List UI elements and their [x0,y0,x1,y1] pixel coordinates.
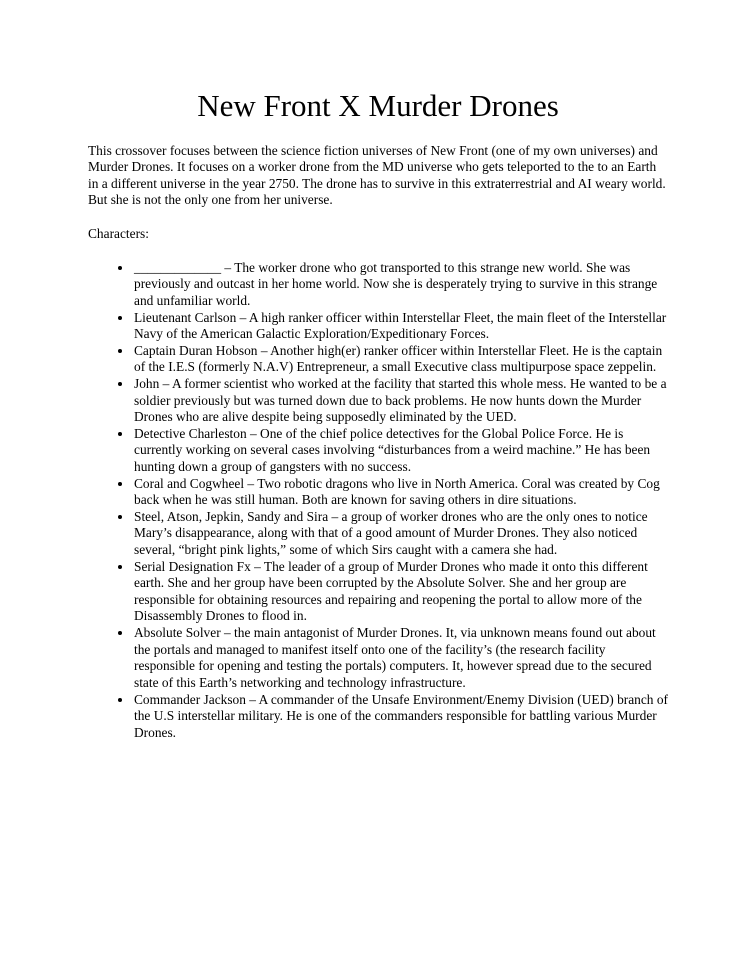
character-list-item-commander-jackson: • Commander Jackson – A commander of the Unsafe Environment/Enemy Division (UED) branch of the U.S interstellar military. He is one of the commanders responsible for battling various Murder Drones. [133,692,668,742]
character-list-item-worker-drone: • _____________ – The worker drone who got transported to this strange new world. She was previously and outcast in her home world. Now she is desperately trying to survive in this strange and unfamiliar world. [133,260,668,310]
character-list-item-coral-and-cogwheel: • Coral and Cogwheel – Two robotic dragons who live in North America. Coral was created by Cog back when he was still human. Both are known for saving others in dire situations. [133,476,668,509]
characters-heading: Characters: [88,226,149,242]
character-list-item-serial-designation-fx: • Serial Designation Fx – The leader of a group of Murder Drones who made it onto this different earth. She and her group have been corrupted by the Absolute Solver. She and her group are responsible for obtaining resources and repairing and reopening the portal to allow more of the Disassembly Drones to flood in. [133,559,668,625]
character-list-item-absolute-solver: • Absolute Solver – the main antagonist of Murder Drones. It, via unknown means found out about the portals and managed to manifest itself onto one of the facility’s (the research facility responsible for opening and testing the portals) computers. It, however spread due to the secured state of this Earth’s networking and technology infrastructure. [133,625,668,691]
character-list [88,260,668,742]
character-list-item-detective-charleston: • Detective Charleston – One of the chief police detectives for the Global Police Force. He is currently working on several cases involving “disturbances from a weird machine.” He has been hunting down a group of gangsters with no success. [133,426,668,476]
document-title: New Front X Murder Drones [197,88,559,123]
intro-paragraph: This crossover focuses between the science fiction universes of New Front (one of my own universes) and Murder Drones. It focuses on a worker drone from the MD universe who gets teleported to the to an Earth in a different universe in the year 2750. The drone has to survive in this extraterrestrial and AI weary world. But she is not the only one from her universe. [88,142,666,208]
character-list-item-lieutenant-carlson: • Lieutenant Carlson – A high ranker officer within Interstellar Fleet, the main fleet of the Interstellar Navy of the American Galactic Exploration/Expeditionary Forces. [133,310,668,343]
character-list-item-steel-atson-jepkin-sandy-sira: • Steel, Atson, Jepkin, Sandy and Sira – a group of worker drones who are the only ones to notice Mary’s disappearance, along with that of a good amount of Murder Drones. They also noticed several, “bright pink lights,” some of which Sirs caught with a camera she had. [133,509,668,559]
character-list-item-captain-duran-hobson: • Captain Duran Hobson – Another high(er) ranker officer within Interstellar Fleet. He is the captain of the I.E.S (formerly N.A.V) Entrepreneur, a small Executive class multipurpose space zeppelin. [133,343,668,376]
character-list-item-john: • John – A former scientist who worked at the facility that started this whole mess. He wanted to be a soldier previously but was turned down due to back problems. He now hunts down the Murder Drones who are alive despite being supposedly eliminated by the UED. [133,376,668,426]
